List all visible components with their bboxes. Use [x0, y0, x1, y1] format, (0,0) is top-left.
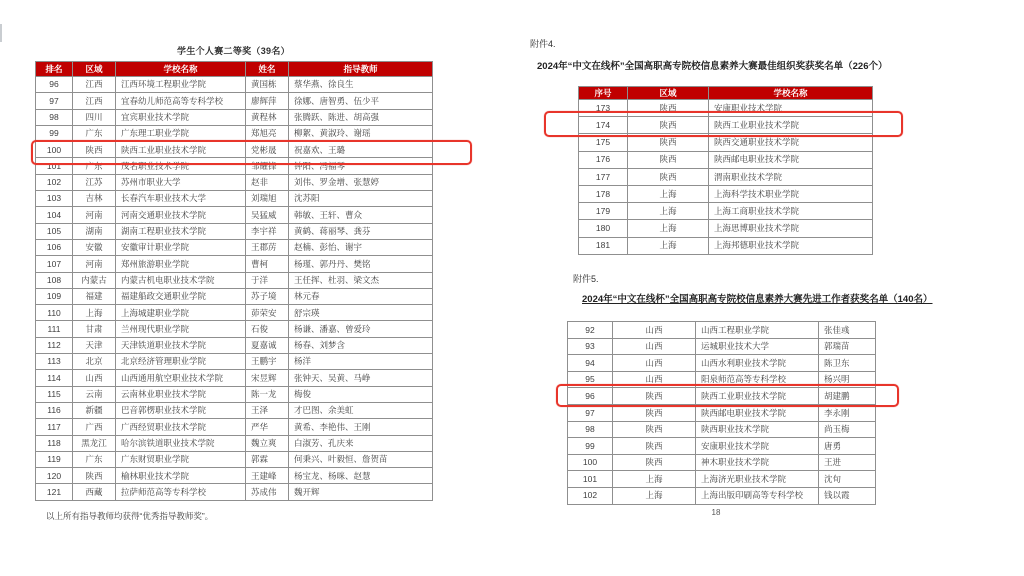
table-cell: 黄程林	[246, 109, 289, 125]
table-cell: 陕西	[628, 168, 709, 185]
table-cell: 茆荣安	[246, 305, 289, 321]
table-cell: 陕西	[628, 134, 709, 151]
table-cell: 山西	[613, 322, 696, 339]
table-cell: 王任挥、杜羽、梁文杰	[289, 272, 433, 288]
table-cell: 陕西交通职业技术学院	[709, 134, 873, 151]
table-cell: 尚玉梅	[819, 421, 876, 438]
table-body	[579, 100, 873, 255]
table-cell: 湖南工程职业技术学院	[116, 223, 246, 239]
table-cell: 邹耀锋	[246, 158, 289, 174]
footnote: 以上所有指导教师均获得“优秀指导教师奖”。	[46, 511, 214, 521]
table-cell: 安徽	[73, 239, 116, 255]
table-cell: 郑旭亮	[246, 125, 289, 141]
table-cell: 96	[36, 77, 73, 93]
table-cell: 陕西邮电职业技术学院	[696, 404, 819, 421]
column-header: 指导教师	[289, 62, 433, 77]
table-cell: 94	[568, 355, 613, 372]
table-cell: 云南林业职业技术学院	[116, 386, 246, 402]
table-row	[579, 220, 873, 237]
table-cell: 106	[36, 239, 73, 255]
table-cell: 101	[36, 158, 73, 174]
table-cell: 吉林	[73, 191, 116, 207]
table-cell: 赵非	[246, 174, 289, 190]
table-cell: 广东	[73, 125, 116, 141]
table-cell: 黄鹤、蒋丽琴、龚芬	[289, 223, 433, 239]
table-row	[36, 435, 433, 451]
table-row	[36, 93, 433, 109]
table-cell: 杨谦、潘嘉、曾爱玲	[289, 321, 433, 337]
table-cell: 福建船政交通职业学院	[116, 288, 246, 304]
table-cell: 甘肃	[73, 321, 116, 337]
table-row	[36, 174, 433, 190]
table-cell: 178	[579, 185, 628, 202]
table-cell: 广东财贸职业学院	[116, 451, 246, 467]
table-cell: 102	[568, 487, 613, 504]
table-row	[36, 207, 433, 223]
table-cell: 119	[36, 451, 73, 467]
table-row	[568, 471, 876, 488]
table-cell: 175	[579, 134, 628, 151]
table-cell: 上海	[73, 305, 116, 321]
table-cell: 韩敏、王轩、曹众	[289, 207, 433, 223]
table-cell: 党彬晟	[246, 142, 289, 158]
table-cell: 广东	[73, 451, 116, 467]
table-row	[36, 77, 433, 93]
table-cell: 茂名职业技术学院	[116, 158, 246, 174]
table-cell: 天津铁道职业技术学院	[116, 337, 246, 353]
table-row	[36, 305, 433, 321]
table-cell: 安康职业技术学院	[696, 438, 819, 455]
table-cell: 拉萨师范高等专科学校	[116, 484, 246, 500]
table-row	[36, 109, 433, 125]
table-cell: 陕西工业职业技术学院	[116, 142, 246, 158]
table-cell: 河南	[73, 256, 116, 272]
table-cell: 陕西	[613, 421, 696, 438]
table-cell: 杨洋	[289, 354, 433, 370]
table-cell: 魏开辉	[289, 484, 433, 500]
table-cell: 王鹏宇	[246, 354, 289, 370]
table-cell: 钱以霞	[819, 487, 876, 504]
table-cell: 107	[36, 256, 73, 272]
table-cell: 吴猛威	[246, 207, 289, 223]
table-cell: 林元春	[289, 288, 433, 304]
table-row	[36, 321, 433, 337]
page-edge-artifact	[0, 24, 2, 42]
table-cell: 河南交通职业技术学院	[116, 207, 246, 223]
table-row	[36, 419, 433, 435]
table-cell: 118	[36, 435, 73, 451]
table-cell: 蔡华燕、徐良生	[289, 77, 433, 93]
table-cell: 苏州市职业大学	[116, 174, 246, 190]
table-row	[36, 239, 433, 255]
table-cell: 广东理工职业学院	[116, 125, 246, 141]
table-cell: 巴音郭楞职业技术学院	[116, 402, 246, 418]
table-cell: 杨宝龙、杨咪、赵慧	[289, 468, 433, 484]
table-cell: 云南	[73, 386, 116, 402]
table-cell: 宜宾职业技术学院	[116, 109, 246, 125]
table-cell: 陕西工业职业技术学院	[709, 117, 873, 134]
table-cell: 陕西职业技术学院	[696, 421, 819, 438]
table-cell: 山西	[613, 355, 696, 372]
table-row	[36, 370, 433, 386]
table-cell: 97	[36, 93, 73, 109]
table-cell: 上海	[628, 185, 709, 202]
table-cell: 张腾跃、陈进、胡高强	[289, 109, 433, 125]
table-cell: 内蒙古	[73, 272, 116, 288]
table-cell: 上海	[628, 220, 709, 237]
table-row	[36, 337, 433, 353]
table-cell: 广东	[73, 158, 116, 174]
table-cell: 上海	[613, 487, 696, 504]
column-header: 区域	[73, 62, 116, 77]
table-body	[36, 77, 433, 501]
table-cell: 180	[579, 220, 628, 237]
table-row	[36, 191, 433, 207]
table-cell: 101	[568, 471, 613, 488]
table-row	[579, 117, 873, 134]
table-cell: 渭南职业技术学院	[709, 168, 873, 185]
table-cell: 榆林职业技术学院	[116, 468, 246, 484]
table-cell: 山西水利职业技术学院	[696, 355, 819, 372]
table-cell: 96	[568, 388, 613, 405]
table-row	[568, 355, 876, 372]
table-cell: 99	[36, 125, 73, 141]
table-cell: 黄国栋	[246, 77, 289, 93]
table-row	[579, 203, 873, 220]
table-cell: 98	[568, 421, 613, 438]
table-cell: 徐娜、唐智勇、伍少平	[289, 93, 433, 109]
table-row	[36, 451, 433, 467]
attachment5-label: 附件5.	[573, 274, 599, 284]
table-cell: 曹柯	[246, 256, 289, 272]
table-cell: 运城职业技术大学	[696, 338, 819, 355]
table-cell: 廖辉萍	[246, 93, 289, 109]
table-cell: 177	[579, 168, 628, 185]
table-cell: 179	[579, 203, 628, 220]
table-cell: 173	[579, 100, 628, 117]
table-cell: 李宇祥	[246, 223, 289, 239]
table-row	[36, 354, 433, 370]
table-row	[36, 402, 433, 418]
table-cell: 陕西	[628, 117, 709, 134]
table-cell: 阳泉师范高等专科学校	[696, 371, 819, 388]
table-cell: 陕西	[628, 151, 709, 168]
table-cell: 104	[36, 207, 73, 223]
table-cell: 黑龙江	[73, 435, 116, 451]
table-cell: 102	[36, 174, 73, 190]
table-cell: 兰州现代职业学院	[116, 321, 246, 337]
table-cell: 张钟天、吴黄、马峥	[289, 370, 433, 386]
table-cell: 才巴图、余美虹	[289, 402, 433, 418]
table-cell: 杨兴明	[819, 371, 876, 388]
column-header: 排名	[36, 62, 73, 77]
page-number: 18	[711, 508, 721, 517]
table-cell: 93	[568, 338, 613, 355]
table-cell: 李永刚	[819, 404, 876, 421]
table-cell: 胡建鹏	[819, 388, 876, 405]
table-cell: 苏子境	[246, 288, 289, 304]
table-cell: 上海	[628, 237, 709, 254]
table-cell: 陕西	[613, 388, 696, 405]
table-cell: 陈卫东	[819, 355, 876, 372]
table-cell: 上海邦德职业技术学院	[709, 237, 873, 254]
table-cell: 刘伟、罗金增、张慧婷	[289, 174, 433, 190]
table-row	[36, 468, 433, 484]
table-cell: 上海出版印刷高等专科学校	[696, 487, 819, 504]
table-cell: 97	[568, 404, 613, 421]
column-header: 学校名称	[709, 87, 873, 100]
table-cell: 95	[568, 371, 613, 388]
table-cell: 115	[36, 386, 73, 402]
table-cell: 陕西	[613, 438, 696, 455]
table-cell: 白淑芳、孔庆来	[289, 435, 433, 451]
table-cell: 福建	[73, 288, 116, 304]
table-cell: 北京经济管理职业学院	[116, 354, 246, 370]
column-header: 学校名称	[116, 62, 246, 77]
table-row	[579, 185, 873, 202]
table-header-row	[36, 62, 433, 77]
table-cell: 内蒙古机电职业技术学院	[116, 272, 246, 288]
table-cell: 103	[36, 191, 73, 207]
best-organization-award-table	[578, 86, 873, 255]
table-cell: 上海思博职业技术学院	[709, 220, 873, 237]
table-cell: 上海工商职业技术学院	[709, 203, 873, 220]
table-cell: 赵楠、彭怡、谢宇	[289, 239, 433, 255]
table-cell: 陕西	[628, 100, 709, 117]
table-cell: 上海	[628, 203, 709, 220]
table-cell: 梅俊	[289, 386, 433, 402]
table-row	[36, 256, 433, 272]
table-cell: 109	[36, 288, 73, 304]
table-cell: 郭瑞苗	[819, 338, 876, 355]
table-cell: 陕西工业职业技术学院	[696, 388, 819, 405]
table-row	[36, 288, 433, 304]
table-cell: 河南	[73, 207, 116, 223]
table-cell: 181	[579, 237, 628, 254]
table-row	[568, 322, 876, 339]
table-cell: 92	[568, 322, 613, 339]
table-row	[579, 100, 873, 117]
table-cell: 祝嘉欢、王璐	[289, 142, 433, 158]
table-cell: 陕西	[613, 454, 696, 471]
table-cell: 杨瑾、郭丹丹、樊铭	[289, 256, 433, 272]
table-row	[579, 151, 873, 168]
table-body	[568, 322, 876, 505]
table-cell: 100	[568, 454, 613, 471]
table-cell: 王进	[819, 454, 876, 471]
attachment4-label: 附件4.	[530, 39, 556, 49]
table-cell: 111	[36, 321, 73, 337]
table-row	[568, 371, 876, 388]
table-cell: 严华	[246, 419, 289, 435]
table-cell: 山西通用航空职业技术学院	[116, 370, 246, 386]
table-cell: 174	[579, 117, 628, 134]
table-row	[36, 158, 433, 174]
table-cell: 江苏	[73, 174, 116, 190]
table-cell: 郭霖	[246, 451, 289, 467]
table-cell: 郑州旅游职业学院	[116, 256, 246, 272]
table-cell: 陈一龙	[246, 386, 289, 402]
table-cell: 陕西	[613, 404, 696, 421]
table-row	[36, 272, 433, 288]
column-header: 区域	[628, 87, 709, 100]
table-cell: 116	[36, 402, 73, 418]
table-row	[36, 142, 433, 158]
table-cell: 宜春幼儿师范高等专科学校	[116, 93, 246, 109]
table-cell: 江西	[73, 93, 116, 109]
table-cell: 121	[36, 484, 73, 500]
table-cell: 四川	[73, 109, 116, 125]
table-cell: 神木职业技术学院	[696, 454, 819, 471]
column-header: 姓名	[246, 62, 289, 77]
table-row	[36, 386, 433, 402]
table-cell: 176	[579, 151, 628, 168]
table-cell: 广西经贸职业技术学院	[116, 419, 246, 435]
table-cell: 宋昱辉	[246, 370, 289, 386]
table-cell: 山西	[613, 371, 696, 388]
table-row	[36, 125, 433, 141]
table-cell: 魏立爽	[246, 435, 289, 451]
table-cell: 上海城建职业学院	[116, 305, 246, 321]
table-cell: 长春汽车职业技术大学	[116, 191, 246, 207]
table-cell: 上海科学技术职业学院	[709, 185, 873, 202]
table-cell: 舒宗瑛	[289, 305, 433, 321]
table-cell: 于洋	[246, 272, 289, 288]
attachment5-title: 2024年“中文在线杯”全国高职高专院校信息素养大赛先进工作者获奖名单（140名）	[582, 294, 933, 305]
table-cell: 上海济光职业技术学院	[696, 471, 819, 488]
table-cell: 刘瑞旭	[246, 191, 289, 207]
table-cell: 石俊	[246, 321, 289, 337]
table-cell: 112	[36, 337, 73, 353]
table-row	[568, 487, 876, 504]
column-header: 序号	[579, 87, 628, 100]
table-cell: 120	[36, 468, 73, 484]
table-cell: 新疆	[73, 402, 116, 418]
table-row	[568, 438, 876, 455]
advanced-worker-award-table	[567, 321, 876, 505]
table-row	[568, 404, 876, 421]
table-cell: 沈旬	[819, 471, 876, 488]
table-row	[568, 388, 876, 405]
table-cell: 陕西	[73, 142, 116, 158]
table-cell: 哈尔滨铁道职业技术学院	[116, 435, 246, 451]
table-cell: 113	[36, 354, 73, 370]
table-cell: 湖南	[73, 223, 116, 239]
table-cell: 何秉兴、叶毅恒、詹贺苗	[289, 451, 433, 467]
table-row	[568, 454, 876, 471]
table-cell: 安康职业技术学院	[709, 100, 873, 117]
table-cell: 广西	[73, 419, 116, 435]
table-cell: 钟阳、冯福琴	[289, 158, 433, 174]
table-row	[579, 134, 873, 151]
table-cell: 陕西	[73, 468, 116, 484]
table-cell: 王郡苈	[246, 239, 289, 255]
table-cell: 陕西邮电职业技术学院	[709, 151, 873, 168]
table-cell: 西藏	[73, 484, 116, 500]
table-cell: 110	[36, 305, 73, 321]
table-cell: 夏嘉诚	[246, 337, 289, 353]
table-cell: 沈苏阳	[289, 191, 433, 207]
table-cell: 上海	[613, 471, 696, 488]
table-cell: 99	[568, 438, 613, 455]
table-cell: 114	[36, 370, 73, 386]
table-cell: 98	[36, 109, 73, 125]
left-table-title: 学生个人赛二等奖（39名）	[177, 46, 290, 56]
table-cell: 山西	[613, 338, 696, 355]
table-row	[579, 168, 873, 185]
table-cell: 柳絮、黄淑玲、谢瑶	[289, 125, 433, 141]
table-cell: 江西	[73, 77, 116, 93]
table-row	[568, 421, 876, 438]
table-header-row	[579, 87, 873, 100]
table-row	[36, 223, 433, 239]
table-cell: 唐勇	[819, 438, 876, 455]
table-cell: 山西	[73, 370, 116, 386]
table-cell: 安徽审计职业学院	[116, 239, 246, 255]
table-cell: 105	[36, 223, 73, 239]
table-cell: 100	[36, 142, 73, 158]
table-row	[36, 484, 433, 500]
table-cell: 108	[36, 272, 73, 288]
table-cell: 江西环境工程职业学院	[116, 77, 246, 93]
table-cell: 杨春、刘梦含	[289, 337, 433, 353]
table-cell: 黄希、李艳伟、王刚	[289, 419, 433, 435]
table-cell: 张佳彧	[819, 322, 876, 339]
table-cell: 苏成伟	[246, 484, 289, 500]
table-cell: 117	[36, 419, 73, 435]
table-cell: 北京	[73, 354, 116, 370]
table-cell: 天津	[73, 337, 116, 353]
table-cell: 山西工程职业学院	[696, 322, 819, 339]
table-cell: 王建峰	[246, 468, 289, 484]
table-row	[568, 338, 876, 355]
attachment4-title: 2024年“中文在线杯”全国高职高专院校信息素养大赛最佳组织奖获奖名单（226个）	[537, 61, 888, 72]
table-cell: 王泽	[246, 402, 289, 418]
table-row	[579, 237, 873, 254]
student-individual-second-prize-table	[35, 61, 433, 501]
